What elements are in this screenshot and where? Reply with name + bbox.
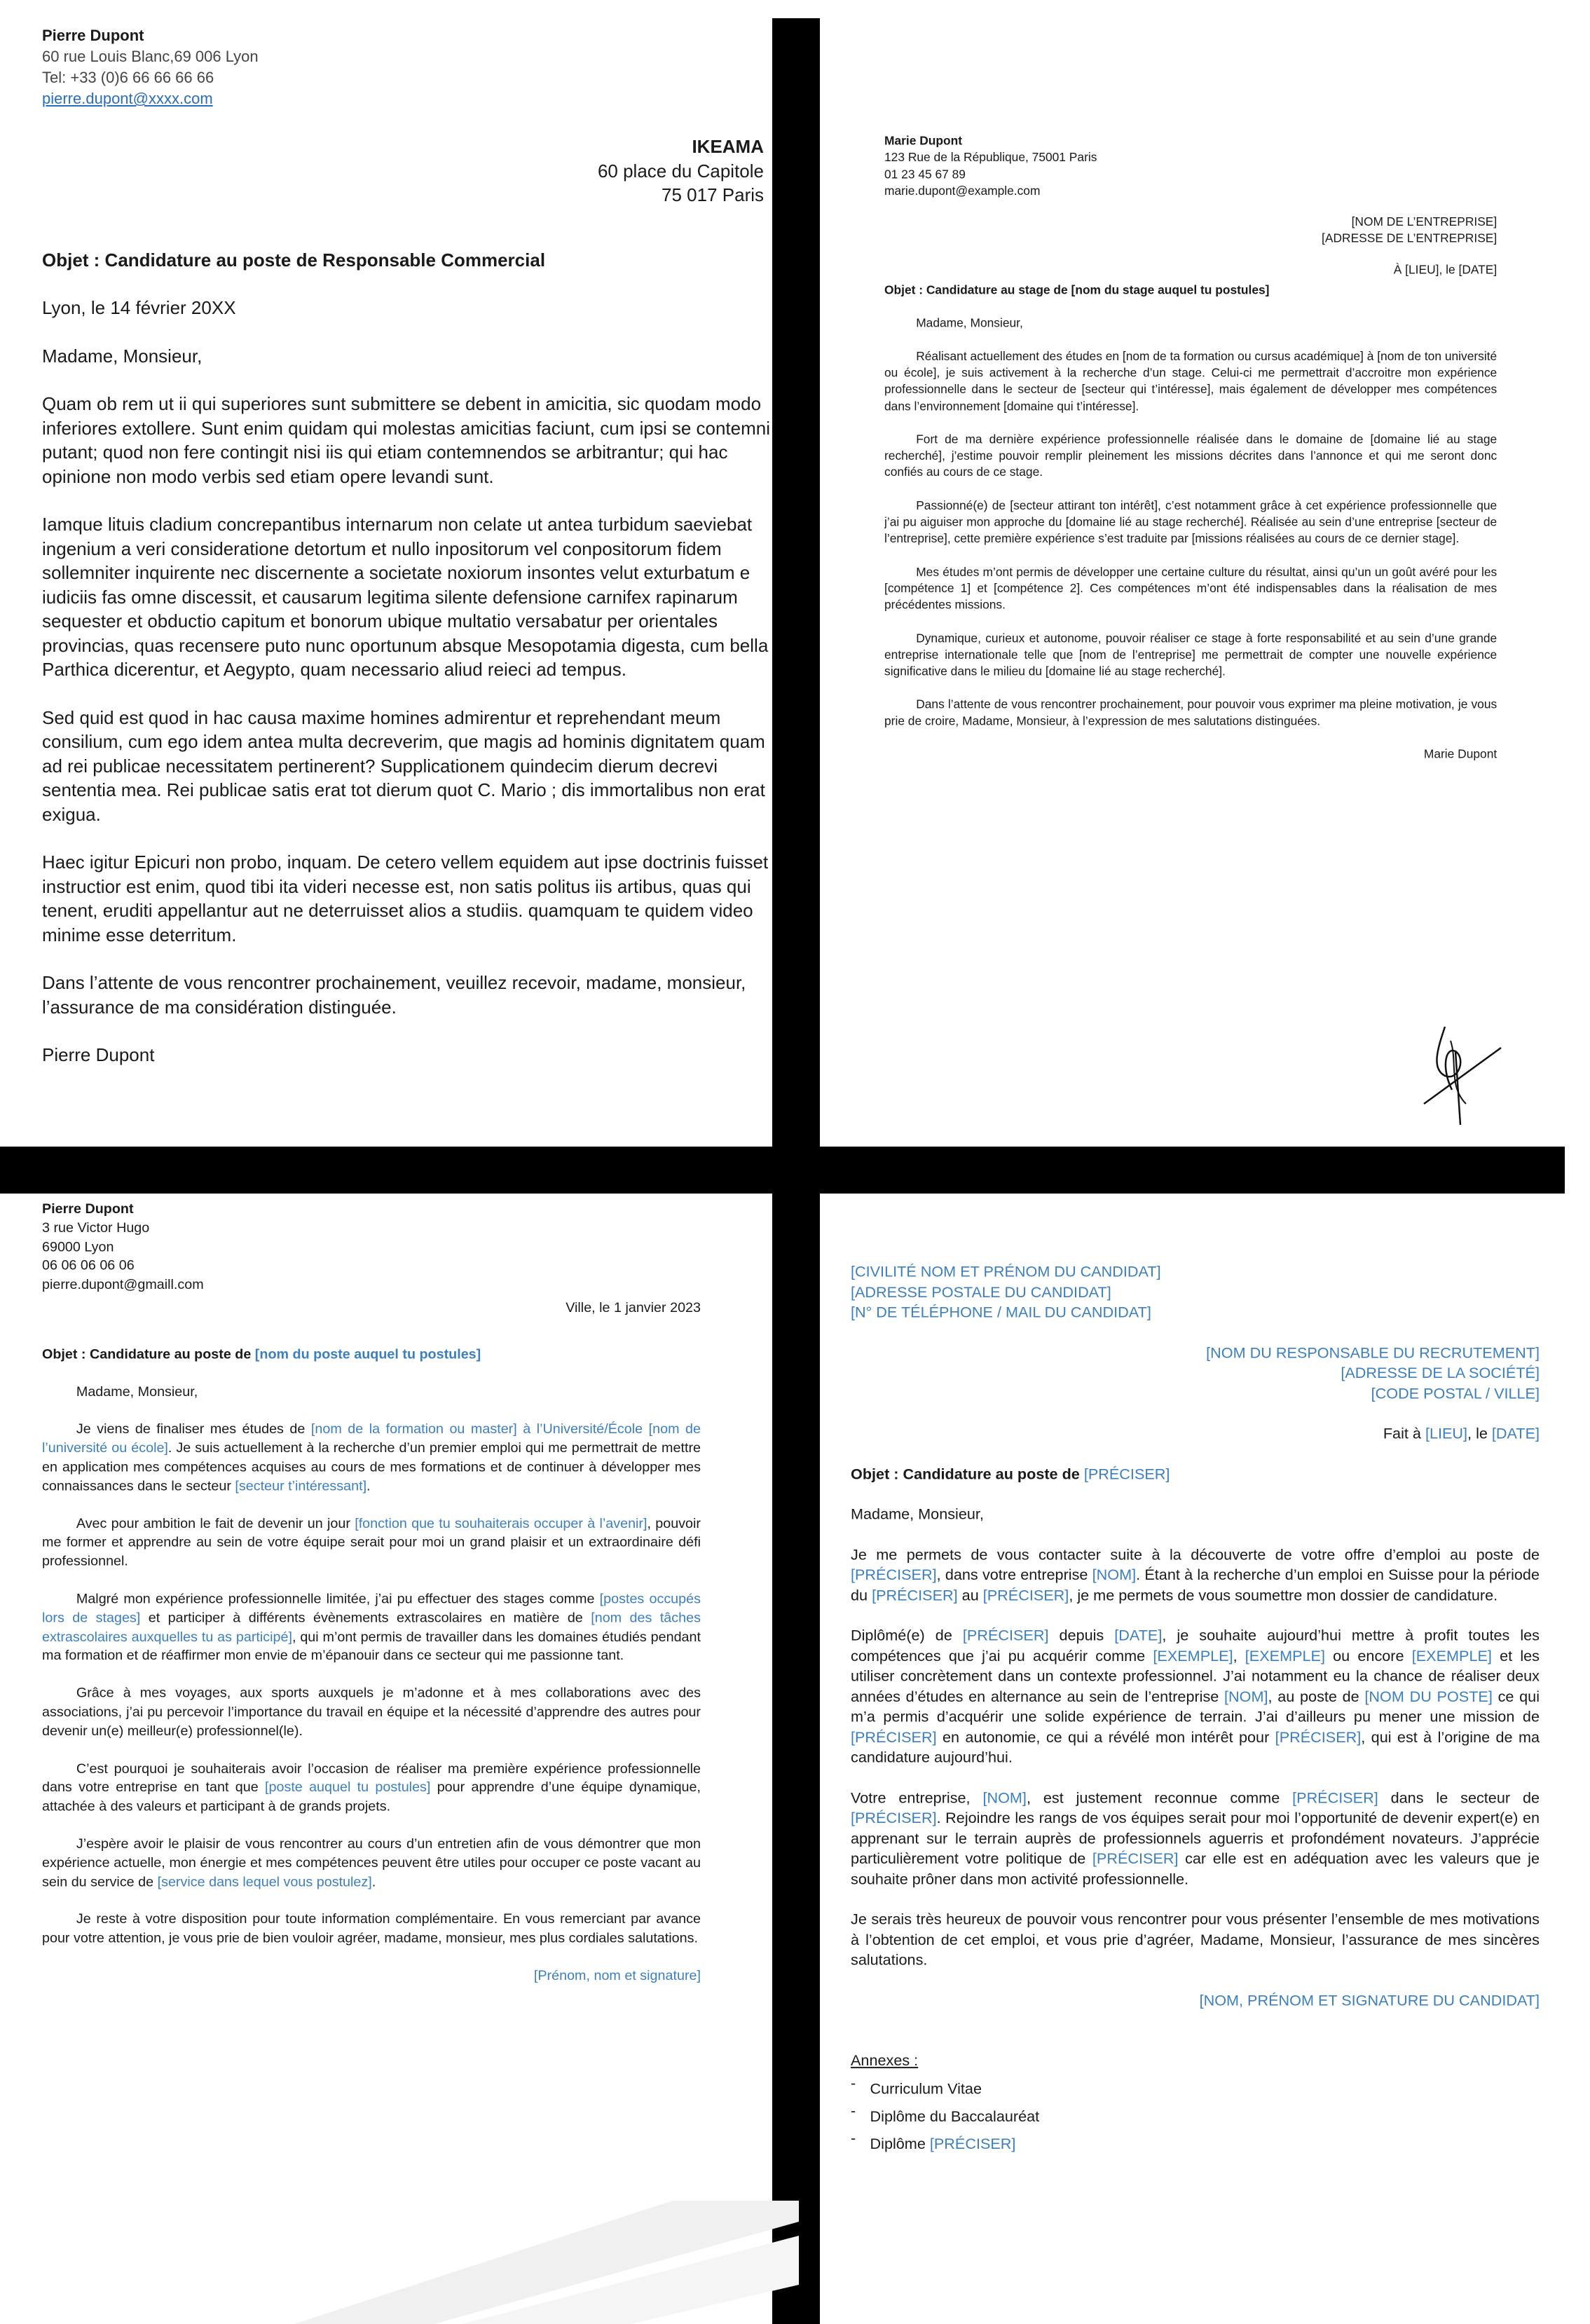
annexes-title: Annexes :: [851, 2051, 919, 2070]
placeholder: [NOM]: [1092, 1566, 1137, 1584]
text: Je me permets de vous contacter suite à la découverte de votre offre d’emploi au poste de: [851, 1545, 1540, 1564]
closing-paragraph: Je serais très heureux de pouvoir vous rencontrer pour vous présenter l’ensemble de mes motivations à l’obtention de cet emploi, et vous prie d’agréer, Madame, Monsieur, l’assurance de mes sincères salutations.: [851, 1910, 1540, 1969]
sender-block: [884, 133, 1497, 200]
placeholder: [postes occupés lors de stages]: [42, 1591, 701, 1626]
sender-email: marie.dupont@example.com: [884, 184, 1041, 198]
candidate-name-placeholder: [CIVILITÉ NOM ET PRÉNOM DU CANDIDAT]: [851, 1262, 1161, 1280]
closing-paragraph: Dans l’attente de vous rencontrer prochainement, veuillez recevoir, madame, monsieur, l’assurance de ma considération distinguée.: [42, 972, 746, 1018]
text: Je viens de finaliser mes études de: [76, 1421, 311, 1437]
text: , dans votre entreprise: [936, 1566, 1092, 1584]
text: dans le secteur de: [1378, 1789, 1540, 1807]
annex-item-cv: [851, 2074, 1540, 2102]
letter-emploi-suisse: [851, 1262, 1540, 2208]
candidate-address-placeholder: [ADRESSE POSTALE DU CANDIDAT]: [851, 1283, 1111, 1301]
subject-placeholder: [nom du poste auquel tu postules]: [254, 1346, 481, 1362]
placeholder: [DATE]: [1114, 1626, 1163, 1644]
body-paragraph-2: [42, 1515, 701, 1571]
placeholder: [service dans lequel vous postulez]: [157, 1874, 372, 1889]
text: Fait à: [1383, 1424, 1425, 1442]
placeholder: [LIEU]: [1425, 1424, 1468, 1442]
body-paragraph-5: [42, 1760, 701, 1817]
body-paragraph-1: [851, 1545, 1540, 1606]
greeting: Madame, Monsieur,: [916, 316, 1023, 331]
text: ce qui m’a permis d’acquérir une solide expérience de terrain. J’ai d’ailleurs pu mener une mission de: [851, 1687, 1540, 1725]
body-paragraph-3: Sed quid est quod in hac causa maxime homines admirentur et reprehendant meum consilium, cum ego idem antea multa decreverim, que magis ad hominis dignitatem quam ad rei publicae necessitatem pertinerent? Supplicationem quindecim dierum decrevi sententia mea. Rei publicae satis erat tot dierum quot C. Mario ; dis immortalibus non erat exigua.: [42, 706, 765, 825]
sender-city: 69000 Lyon: [42, 1239, 114, 1255]
recipient-block: [884, 214, 1497, 247]
body-paragraph-2: [851, 1625, 1540, 1768]
signature-placeholder: [NOM, PRÉNOM ET SIGNATURE DU CANDIDAT]: [1199, 1991, 1540, 2009]
text: Malgré mon expérience professionnelle limitée, j’ai pu effectuer des stages comme: [76, 1591, 600, 1606]
sender-name: Pierre Dupont: [42, 27, 144, 44]
sender-email: pierre.dupont@gmaill.com: [42, 1277, 204, 1292]
closing-paragraph: Je reste à votre disposition pour toute information complémentaire. En vous remerciant par avance pour votre attention, je vous prie de bien vouloir agréer, madame, monsieur, mes plus cordiales salutations.: [42, 1911, 701, 1946]
text: en autonomie, ce qui a révélé mon intérêt pour: [936, 1728, 1275, 1746]
placeholder: [EXEMPLE]: [1245, 1646, 1325, 1665]
body-paragraph-4: Grâce à mes voyages, aux sports auxquels je m’adonne et à mes collaborations avec des associations, j’ai pu percevoir l’importance du travail en équipe et la nécessité d’apprendre des autres pour devenir un(e) meilleur(e) professionnel(le).: [42, 1685, 701, 1739]
text: ou encore: [1324, 1646, 1412, 1665]
text: car elle est en adéquation avec les valeurs que je souhaite prôner dans mon activité professionnelle.: [851, 1850, 1540, 1888]
placeholder: [fonction que tu souhaiterais occuper à l’avenir]: [355, 1515, 647, 1531]
body-paragraph-4: Haec igitur Epicuri non probo, inquam. De cetero vellem equidem aut ipse doctrinis fuisset instructior est enim, quod tibi ita videri necesse est, non satis politus iis artibus, quas qui tenent, eruditi appellantur aut ne deterruisset alios a studiis. quamquam te quidem video minime esse deterritum.: [42, 852, 769, 945]
text: . Étant à la recherche d’un emploi en Suisse pour la période du: [851, 1566, 1540, 1604]
letter-subject: Objet : Candidature au stage de [nom du stage auquel tu postules]: [884, 283, 1270, 297]
text: depuis: [1048, 1626, 1115, 1644]
signature-name: Pierre Dupont: [42, 1044, 155, 1065]
text: .: [371, 1874, 376, 1889]
signature-name: Marie Dupont: [1423, 747, 1498, 761]
annex-item-baccalaureat: [851, 2103, 1540, 2130]
text: , je souhaite aujourd’hui mettre à profit toutes les compétences que j’ai pu acquérir comme: [851, 1626, 1540, 1665]
sender-address: 123 Rue de la République, 75001 Paris: [884, 151, 1097, 165]
text: , qui m’ont permis de travailler dans les domaines étudiés pendant ma formation et de réaffirmer mon envie de m’épanouir dans ce secteur qui me passionne tant.: [42, 1629, 701, 1664]
letter-stage: [884, 133, 1501, 1128]
text: , est justement reconnue comme: [1026, 1789, 1293, 1807]
sender-street: 3 rue Victor Hugo: [42, 1219, 150, 1236]
recipient-address-placeholder: [ADRESSE DE LA SOCIÉTÉ]: [1341, 1364, 1540, 1382]
text: . Rejoindre les rangs de vos équipes serait pour moi l’opportunité de devenir expert(e) en apprenant sur le terrain auprès de professionnels aguerris et profondément novateurs. J’apprécie particulièrement votre politique de: [851, 1809, 1540, 1868]
placeholder: [secteur t’intéressant]: [235, 1478, 367, 1494]
text: .: [366, 1478, 371, 1494]
subject-placeholder: [PRÉCISER]: [1083, 1465, 1170, 1483]
annex-item-diplome: [851, 2130, 1540, 2157]
placeholder: [NOM]: [1224, 1687, 1268, 1705]
recipient-name-placeholder: [NOM DU RESPONSABLE DU RECRUTEMENT]: [1206, 1344, 1540, 1362]
placeholder: [NOM]: [982, 1789, 1027, 1807]
text: , pouvoir me former et apprendre au sein de votre équipe serait pour moi un grand plaisir et un extraordinaire défi professionnel.: [42, 1515, 701, 1569]
sender-address: 60 rue Louis Blanc,69 006 Lyon: [42, 48, 259, 65]
recipient-name: IKEAMA: [692, 136, 764, 157]
candidate-contact-placeholder: [N° DE TÉLÉPHONE / MAIL DU CANDIDAT]: [851, 1303, 1151, 1321]
place-date: [851, 1423, 1540, 1444]
placeholder: [nom de la formation ou master] à l’Université/École [nom de l’université ou école]: [42, 1421, 701, 1456]
text: , je me permets de vous soumettre mon dossier de candidature.: [1069, 1586, 1498, 1604]
body-paragraph-1: Quam ob rem ut ii qui superiores sunt submittere se debent in amicitia, sic quodam modo inferiores extollere. Sunt enim quidam qui molestas amicitias faciunt, cum ipsi se contemni putant; quod non fere contingit nisi iis qui etiam contemnendos se arbitrantur; qui hac opinione non modo verbis sed etiam opere levandi sunt.: [42, 393, 771, 487]
body-paragraph-6: [42, 1835, 701, 1892]
signature-placeholder: [Prénom, nom et signature]: [533, 1967, 701, 1983]
recipient-street: 60 place du Capitole: [597, 160, 764, 182]
place-date: Ville, le 1 janvier 2023: [566, 1299, 701, 1315]
letter-premier-emploi: [42, 1200, 702, 2195]
greeting: Madame, Monsieur,: [42, 345, 203, 367]
recipient-company: [NOM DE L’ENTREPRISE]: [1351, 215, 1498, 229]
place-date: Lyon, le 14 février 20XX: [42, 297, 236, 318]
placeholder: [PRÉCISER]: [851, 1566, 937, 1584]
placeholder: [EXEMPLE]: [1411, 1646, 1492, 1665]
closing-paragraph: Dans l’attente de vous rencontrer prochainement, pour pouvoir vous exprimer ma pleine motivation, je vous prie de croire, Madame, Monsieur, à l’expression de mes salutations distinguées.: [884, 697, 1498, 728]
sender-email-link[interactable]: pierre.dupont@xxxx.com: [42, 90, 213, 107]
decorative-watermark: [294, 2201, 799, 2324]
text: au: [957, 1586, 983, 1604]
placeholder: [PRÉCISER]: [851, 1728, 937, 1746]
body-paragraph-1: Réalisant actuellement des études en [nom de ta formation ou cursus académique] à [nom de ton université ou école], je suis activement à la recherche d’un stage. Celui-ci me permettrait d’accroitre mon expérience professionnelle dans le secteur de [secteur qui t’intéresse], mais également de développer mes compétences dans l’environnement [domaine qui t’intéresse].: [884, 350, 1498, 413]
sender-phone: 01 23 45 67 89: [884, 168, 966, 182]
annex-label: Diplôme: [870, 2134, 930, 2152]
candidate-block: [851, 1262, 1540, 1322]
text: Avec pour ambition le fait de devenir un jour: [76, 1515, 355, 1531]
text: , au poste de: [1268, 1687, 1365, 1705]
sender-name: Pierre Dupont: [42, 1201, 134, 1217]
body-paragraph-2: Fort de ma dernière expérience professionnelle réalisée dans le domaine de [domaine lié au stage recherché], j’estime pouvoir remplir pleinement les missions décrites dans l’annonce et qui me seront donc confiés au cours de ce stage.: [884, 432, 1498, 479]
sender-phone: Tel: +33 (0)6 66 66 66 66: [42, 69, 214, 86]
placeholder: [PRÉCISER]: [872, 1586, 958, 1604]
letter-responsable-commercial: [42, 25, 778, 1133]
text: pour apprendre d’une équipe dynamique, attachée à des valeurs et participant à de grands projets.: [42, 1779, 701, 1814]
text: et les utiliser concrètement dans un contexte professionnel. J’ai notamment eu la chance de réaliser deux années d’études en alternance au sein de l’entreprise: [851, 1646, 1540, 1705]
greeting: Madame, Monsieur,: [76, 1383, 198, 1400]
placeholder: [EXEMPLE]: [1153, 1646, 1233, 1665]
body-paragraph-2: Iamque lituis cladium concrepantibus internarum non celate ut antea turbidum saeviebat ingenium a veri consideratione detortum et nullo inpositorum vel conpositorum fidem sollemniter inquirente nec discernente a societate noxiorum insontes velut exturbatum e iudiciis fas omne discessit, et causarum legitima silente defensione carnifex rapinarum sequester et obductio capitum et bonorum ubique multatio versabatur per orientales provincias, quas recensere puto nunc oportunum absque Mesopotamia digesta, cum bella Parthica dicerentur, et Aegypto, quam necessario aliud reieci ad tempus.: [42, 514, 769, 680]
placeholder: [poste auquel tu postules]: [265, 1779, 431, 1796]
annex-label: Diplôme du Baccalauréat: [870, 2107, 1040, 2125]
recipient-city-placeholder: [CODE POSTAL / VILLE]: [1371, 1384, 1540, 1402]
subject-text: Objet : Candidature au poste de: [42, 1346, 255, 1362]
text: , qui est à l’origine de ma candidature aujourd’hui.: [851, 1728, 1540, 1766]
bullet: -: [851, 2129, 856, 2147]
placeholder: [PRÉCISER]: [1292, 1789, 1378, 1807]
sender-block: [42, 1200, 701, 1294]
placeholder: [PRÉCISER]: [929, 2134, 1016, 2152]
placeholder: [NOM DU POSTE]: [1364, 1687, 1493, 1705]
text: J’espère avoir le plaisir de vous rencontrer au cours d’un entretien afin de vous démontrer que mon expérience actuelle, mon énergie et mes compétences peuvent être utiles pour occuper ce poste vacant au sein du service de: [42, 1836, 701, 1889]
letter-subject: Objet : Candidature au poste de Responsable Commercial: [42, 249, 546, 271]
text: et participer à différents évènements extrascolaires en matière de: [140, 1610, 591, 1626]
bullet: -: [851, 2101, 856, 2119]
recipient-city: 75 017 Paris: [662, 184, 764, 205]
handwritten-signature: [1417, 1020, 1508, 1128]
subject-text: Objet : Candidature au poste de: [851, 1465, 1084, 1483]
sender-name: Marie Dupont: [884, 134, 963, 148]
text: Votre entreprise,: [851, 1789, 983, 1807]
letter-subject: [851, 1464, 1540, 1484]
place-date: À [LIEU], le [DATE]: [1393, 263, 1498, 277]
placeholder: [PRÉCISER]: [962, 1626, 1049, 1644]
body-paragraph-5: Dynamique, curieux et autonome, pouvoir réaliser ce stage à forte responsabilité et au sein d’une grande entreprise internationale telle que [nom de l’entreprise] me permettrait de compter une nouvelle expérience significative dans le milieu du [domaine lié au stage recherché].: [884, 631, 1498, 678]
placeholder: [DATE]: [1491, 1424, 1540, 1442]
placeholder: [PRÉCISER]: [851, 1809, 937, 1827]
placeholder: [PRÉCISER]: [1092, 1850, 1179, 1868]
body-paragraph-4: Mes études m’ont permis de développer une certaine culture du résultat, ainsi qu’un un goût avéré pour les [compétence 1] et [compétence 2]. Ces compétences m’ont été indispensables dans la réalisation de mes précédentes missions.: [884, 565, 1498, 613]
body-paragraph-3: [42, 1590, 701, 1665]
annexes-list: [851, 2074, 1540, 2157]
text: , le: [1467, 1424, 1492, 1442]
sender-block: [42, 25, 771, 109]
letter-subject: [42, 1346, 701, 1365]
recipient-address: [ADRESSE DE L’ENTREPRISE]: [1322, 232, 1498, 246]
body-paragraph-3: Passionné(e) de [secteur attirant ton intérêt], c’est notamment grâce à cet expérience professionnelle que j’ai pu aiguiser mon approche du [domaine lié au stage recherché]. Réalisée au sein d’une entreprise [secteur de l’entreprise], cette première expérience s’est traduite par [missions réalisées au cours de ce dernier stage].: [884, 499, 1498, 546]
sender-phone: 06 06 06 06 06: [42, 1258, 135, 1273]
recipient-block: [851, 1343, 1540, 1404]
text: C’est pourquoi je souhaiterais avoir l’occasion de réaliser ma première expérience professionnelle dans votre entreprise en tant que: [42, 1761, 701, 1796]
horizontal-divider: [0, 1147, 1565, 1194]
placeholder: [nom des tâches extrascolaires auxquelles tu as participé]: [42, 1610, 701, 1645]
text: Diplômé(e) de: [851, 1626, 963, 1644]
annex-label: Curriculum Vitae: [870, 2079, 982, 2097]
body-paragraph-1: [42, 1420, 701, 1496]
text: ,: [1233, 1646, 1245, 1665]
placeholder: [PRÉCISER]: [1275, 1728, 1362, 1746]
text: . Je suis actuellement à la recherche d’un premier emploi qui me permettrait de mettre en application mes compétences acquises au cours de mes formations et de continuer à développer mes connaissances dans le secteur: [42, 1440, 701, 1494]
body-paragraph-3: [851, 1788, 1540, 1889]
greeting: Madame, Monsieur,: [851, 1505, 984, 1523]
recipient-block: [42, 135, 764, 207]
placeholder: [PRÉCISER]: [982, 1586, 1069, 1604]
bullet: -: [851, 2074, 856, 2092]
